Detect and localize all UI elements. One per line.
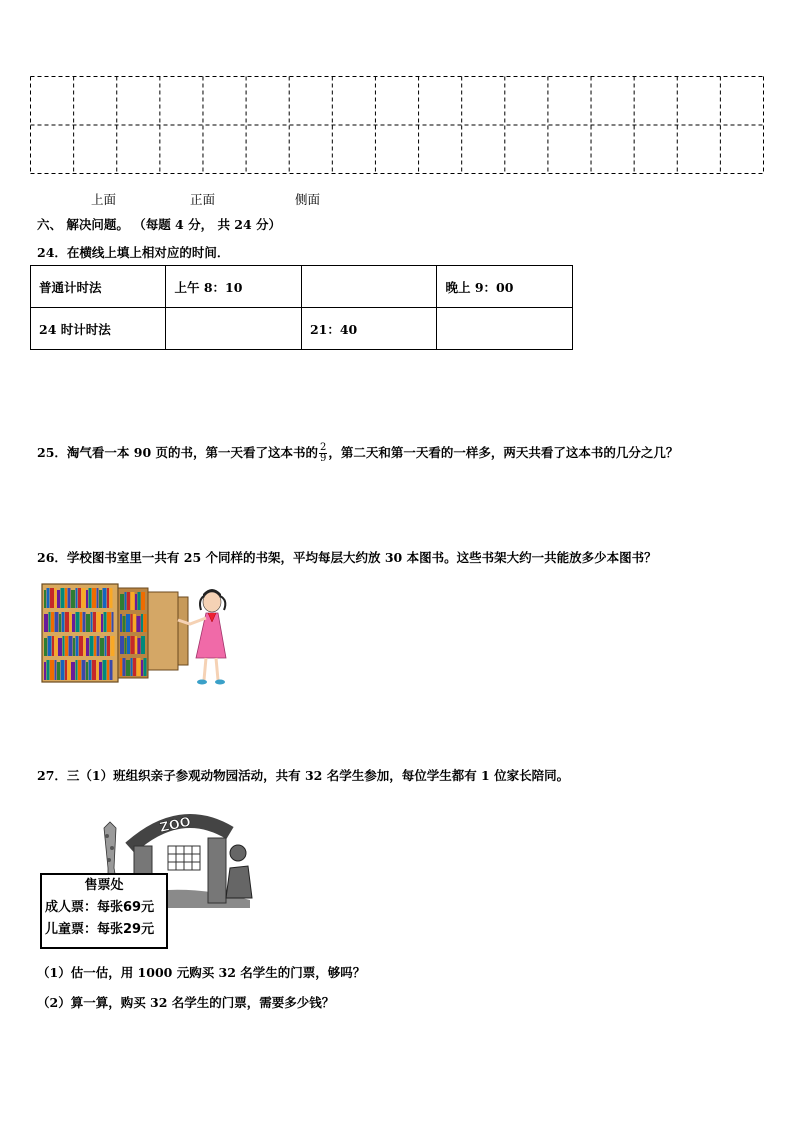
ticket-office-sign <box>40 873 168 949</box>
table-cell: 上午 8：10 <box>166 266 301 308</box>
book <box>135 594 137 610</box>
book <box>104 612 107 632</box>
book <box>126 614 130 632</box>
book <box>86 662 88 680</box>
book <box>141 592 145 610</box>
book <box>76 660 78 680</box>
book <box>55 636 58 656</box>
question-25-after: ，第二天和第一天看的一样多，两天共看了这本书的几分之几？ <box>328 445 679 460</box>
book <box>83 612 86 632</box>
book <box>86 638 89 656</box>
book <box>123 658 126 676</box>
book <box>63 636 65 656</box>
book <box>131 636 135 654</box>
book <box>50 660 54 680</box>
book <box>127 592 130 610</box>
book <box>97 588 99 608</box>
book <box>86 590 88 608</box>
book <box>71 662 75 680</box>
book <box>99 590 102 608</box>
book <box>90 636 94 656</box>
table-cell: 普通计时法 <box>31 266 166 308</box>
book <box>97 636 100 656</box>
book <box>137 616 141 632</box>
book <box>61 588 65 608</box>
book <box>47 660 50 680</box>
book <box>78 588 81 608</box>
zoo-sign-text: ZOO <box>158 814 193 836</box>
table-row <box>31 308 573 350</box>
fraction <box>319 443 327 464</box>
table-cell: 21：40 <box>301 308 437 350</box>
book <box>103 588 107 608</box>
book <box>141 614 143 632</box>
book <box>100 638 104 656</box>
book <box>89 660 92 680</box>
drawing-grid <box>30 76 764 174</box>
book <box>71 590 75 608</box>
book <box>141 636 145 654</box>
book <box>120 636 124 654</box>
question-27-text: 27．三（1）班组织亲子参观动物园活动，共有 32 名学生参加，每位学生都有 1 位家长陪同。 <box>37 768 570 783</box>
question-27-sub-2: （2）算一算，购买 32 名学生的门票，需要多少钱？ <box>37 995 335 1010</box>
table-cell: 24 时计时法 <box>31 308 166 350</box>
bookshelf-girl-illustration <box>40 580 230 688</box>
book <box>61 660 65 680</box>
book <box>141 660 143 676</box>
book <box>86 614 90 632</box>
book <box>58 638 62 656</box>
question-25-text <box>37 443 678 464</box>
answer-cell[interactable] <box>166 308 301 350</box>
book <box>68 588 71 608</box>
book <box>131 614 133 632</box>
book <box>99 662 102 680</box>
book <box>97 612 101 632</box>
book <box>78 660 81 680</box>
book <box>82 660 86 680</box>
book <box>94 636 96 656</box>
book <box>120 594 124 610</box>
book <box>82 588 86 608</box>
book <box>103 660 107 680</box>
book <box>65 588 67 608</box>
book <box>107 636 110 656</box>
book <box>120 658 122 676</box>
book <box>84 636 86 656</box>
book <box>105 636 107 656</box>
book <box>57 662 60 680</box>
book <box>92 660 96 680</box>
book <box>107 660 109 680</box>
view-label-front: 正面 <box>190 192 216 207</box>
book <box>57 590 60 608</box>
question-24-text: 24．在横线上填上相对应的时间． <box>37 245 230 260</box>
book <box>44 614 48 632</box>
adult-ticket-price: 成人票：每张69元 <box>45 900 155 915</box>
book <box>52 636 54 656</box>
book <box>55 588 57 608</box>
book <box>125 638 127 654</box>
book <box>111 636 115 656</box>
book <box>138 638 141 654</box>
book <box>76 612 80 632</box>
book <box>137 658 141 676</box>
book <box>59 614 61 632</box>
book <box>92 588 96 608</box>
question-25-before: 25．淘气看一本 90 页的书，第一天看了这本书的 <box>37 445 318 460</box>
question-26-text: 26．学校图书室里一共有 25 个同样的书架，平均每层大约放 30 本图书。这些书架大约一共能放多少本图书？ <box>37 550 657 565</box>
book <box>44 662 46 680</box>
book <box>135 636 137 654</box>
section-title: 六、 解决问题。 （每题 4 分， 共 24 分） <box>37 217 282 232</box>
book <box>131 658 133 676</box>
book <box>127 636 130 654</box>
book <box>49 612 51 632</box>
book <box>133 614 136 632</box>
book <box>69 636 73 656</box>
book <box>110 588 113 608</box>
book <box>120 614 122 632</box>
book <box>68 660 71 680</box>
book <box>48 636 52 656</box>
book <box>138 592 141 610</box>
book <box>125 592 127 610</box>
book <box>101 614 103 632</box>
book <box>44 590 46 608</box>
book <box>93 612 96 632</box>
answer-cell[interactable] <box>437 308 573 350</box>
book <box>79 636 83 656</box>
book <box>112 612 114 632</box>
book <box>50 588 54 608</box>
book <box>65 660 67 680</box>
book <box>133 658 136 676</box>
book <box>65 612 69 632</box>
time-conversion-table <box>30 265 573 350</box>
dashed-grid-svg <box>30 76 764 174</box>
view-label-top: 上面 <box>91 192 117 207</box>
book <box>47 588 50 608</box>
book <box>89 588 92 608</box>
book <box>55 660 57 680</box>
book <box>55 612 59 632</box>
book <box>65 636 68 656</box>
book <box>72 614 75 632</box>
book <box>51 612 54 632</box>
book <box>70 612 72 632</box>
book <box>110 660 113 680</box>
bookshelf-girl-image <box>40 580 230 688</box>
view-label-side: 侧面 <box>295 192 321 207</box>
book <box>123 616 126 632</box>
book <box>44 638 47 656</box>
book <box>73 638 75 656</box>
book <box>107 588 109 608</box>
book <box>80 612 82 632</box>
child-ticket-price: 儿童票：每张29元 <box>45 922 155 937</box>
book <box>76 636 79 656</box>
book <box>97 660 99 680</box>
table-cell: 晚上 9：00 <box>437 266 573 308</box>
book <box>144 614 147 632</box>
fraction-denominator: 9 <box>320 453 327 464</box>
book <box>144 658 147 676</box>
book <box>107 612 111 632</box>
book <box>126 660 130 676</box>
fraction-numerator: 2 <box>320 442 327 453</box>
book <box>91 612 93 632</box>
book <box>76 588 78 608</box>
answer-cell[interactable] <box>301 266 437 308</box>
table-row <box>31 266 573 308</box>
question-27-sub-1: （1）估一估，用 1000 元购买 32 名学生的门票，够吗？ <box>37 965 366 980</box>
book <box>62 612 65 632</box>
book <box>131 592 135 610</box>
ticket-office-title: 售票处 <box>84 878 124 893</box>
